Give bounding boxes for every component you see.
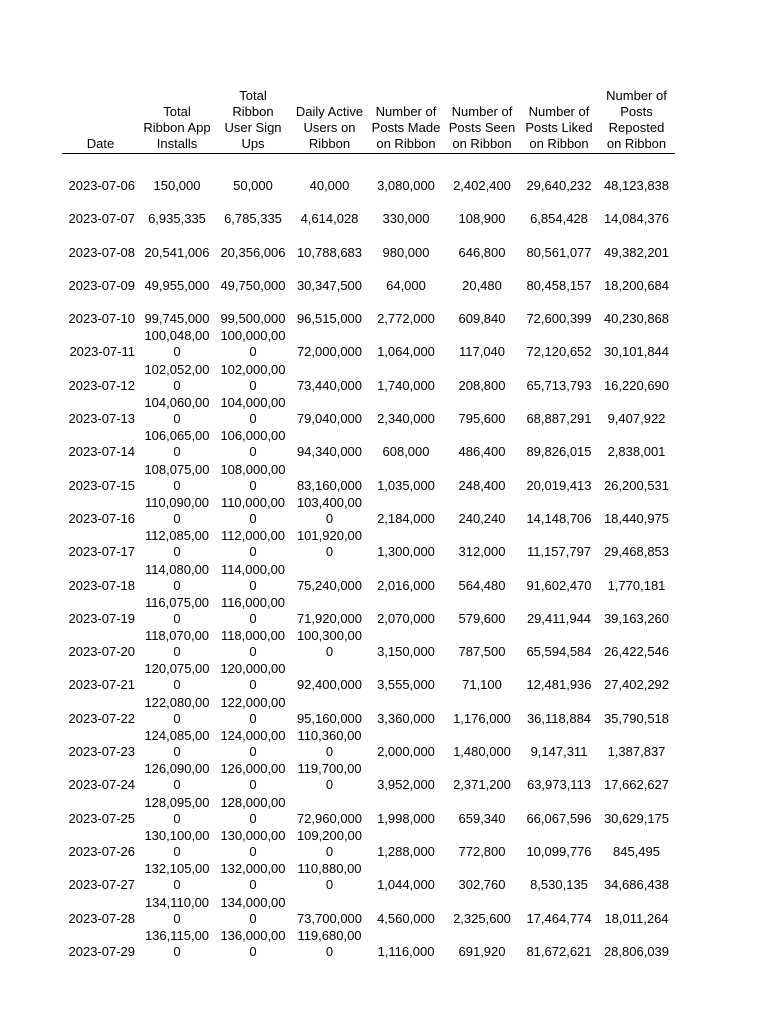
posts-liked-cell: 66,067,596 bbox=[526, 810, 592, 826]
dau-cell: 95,160,000 bbox=[296, 710, 363, 726]
posts-seen-cell: 646,800 bbox=[458, 244, 506, 260]
signups-cell: 126,000,00 0 bbox=[220, 761, 286, 793]
dau-cell: 40,000 bbox=[309, 178, 350, 193]
date-cell: 2023-07-24 bbox=[68, 777, 135, 793]
date-cell: 2023-07-20 bbox=[68, 644, 135, 660]
table-row bbox=[62, 194, 675, 227]
signups-cell: 110,000,00 0 bbox=[220, 494, 286, 526]
dau-cell: 83,160,000 bbox=[296, 477, 363, 493]
posts-reposted-cell: 49,382,201 bbox=[603, 244, 670, 260]
signups-cell: 122,000,00 0 bbox=[220, 694, 286, 726]
posts-seen-cell: 20,480 bbox=[462, 277, 502, 293]
posts-made-cell: 1,044,000 bbox=[377, 877, 435, 893]
posts-made-cell: 1,998,000 bbox=[377, 810, 435, 826]
signups-cell: 116,000,00 0 bbox=[220, 594, 286, 626]
installs-cell: 122,080,00 0 bbox=[144, 694, 210, 726]
posts-seen-cell: 787,500 bbox=[458, 644, 506, 660]
installs-cell: 118,070,00 0 bbox=[144, 628, 210, 660]
date-cell: 2023-07-18 bbox=[68, 577, 135, 593]
posts-liked-cell: 65,594,584 bbox=[526, 644, 592, 660]
posts-made-cell: 3,360,000 bbox=[377, 710, 435, 726]
posts-liked-cell: 89,826,015 bbox=[526, 444, 592, 460]
table-row bbox=[62, 760, 675, 793]
posts-reposted-cell: 40,230,868 bbox=[603, 311, 670, 327]
posts-liked-cell: 72,600,399 bbox=[526, 311, 592, 327]
signups-cell: 124,000,00 0 bbox=[220, 728, 286, 760]
signups-cell: 120,000,00 0 bbox=[220, 661, 286, 693]
installs-cell: 120,075,00 0 bbox=[144, 661, 210, 693]
dau-cell: 4,614,028 bbox=[300, 211, 359, 227]
posts-made-cell: 2,340,000 bbox=[377, 411, 435, 427]
posts-reposted-cell: 39,163,260 bbox=[603, 610, 670, 626]
header-posts-reposted: Number of Posts Reposted on Ribbon bbox=[598, 86, 675, 154]
posts-liked-cell: 29,411,944 bbox=[526, 610, 592, 626]
header-total-signups: Total Ribbon User Sign Ups bbox=[215, 86, 291, 154]
table-row bbox=[62, 893, 675, 926]
posts-reposted-cell: 34,686,438 bbox=[603, 877, 670, 893]
date-cell: 2023-07-22 bbox=[68, 710, 135, 726]
table-row bbox=[62, 527, 675, 560]
posts-made-cell: 4,560,000 bbox=[377, 910, 435, 926]
dau-cell: 101,920,00 0 bbox=[296, 528, 363, 560]
installs-cell: 150,000 bbox=[153, 178, 201, 193]
table-row bbox=[62, 927, 675, 960]
table-row bbox=[62, 154, 675, 195]
posts-seen-cell: 2,402,400 bbox=[453, 178, 511, 193]
date-cell: 2023-07-11 bbox=[69, 344, 135, 360]
posts-reposted-cell: 26,422,546 bbox=[603, 644, 670, 660]
dau-cell: 110,880,00 0 bbox=[297, 861, 362, 893]
table-body bbox=[62, 154, 675, 960]
table-row bbox=[62, 560, 675, 593]
posts-liked-cell: 80,458,157 bbox=[526, 277, 592, 293]
posts-reposted-cell: 30,101,844 bbox=[603, 344, 670, 360]
posts-seen-cell: 659,340 bbox=[458, 810, 506, 826]
signups-cell: 50,000 bbox=[233, 178, 273, 193]
posts-reposted-cell: 27,402,292 bbox=[603, 677, 670, 693]
posts-reposted-cell: 18,440,975 bbox=[603, 510, 670, 526]
posts-seen-cell: 2,325,600 bbox=[453, 910, 511, 926]
date-cell: 2023-07-29 bbox=[68, 943, 135, 959]
posts-seen-cell: 240,240 bbox=[458, 510, 506, 526]
installs-cell: 49,955,000 bbox=[144, 277, 210, 293]
posts-liked-cell: 17,464,774 bbox=[526, 910, 592, 926]
signups-cell: 49,750,000 bbox=[220, 277, 286, 293]
date-cell: 2023-07-10 bbox=[68, 311, 135, 327]
dau-cell: 30,347,500 bbox=[296, 277, 363, 293]
posts-made-cell: 330,000 bbox=[382, 211, 430, 227]
dau-cell: 75,240,000 bbox=[296, 577, 363, 593]
posts-liked-cell: 6,854,428 bbox=[530, 211, 588, 227]
posts-made-cell: 1,740,000 bbox=[377, 377, 435, 393]
table-row bbox=[62, 693, 675, 726]
signups-cell: 99,500,000 bbox=[220, 311, 286, 327]
posts-reposted-cell: 16,220,690 bbox=[603, 377, 670, 393]
installs-cell: 126,090,00 0 bbox=[144, 761, 210, 793]
posts-made-cell: 1,116,000 bbox=[377, 943, 435, 959]
table-header-row bbox=[62, 86, 675, 154]
date-cell: 2023-07-16 bbox=[68, 510, 135, 526]
table-row bbox=[62, 827, 675, 860]
signups-cell: 128,000,00 0 bbox=[220, 794, 286, 826]
posts-seen-cell: 691,920 bbox=[458, 943, 506, 959]
date-cell: 2023-07-17 bbox=[68, 544, 135, 560]
posts-reposted-cell: 26,200,531 bbox=[603, 477, 670, 493]
installs-cell: 130,100,00 0 bbox=[144, 827, 210, 859]
posts-made-cell: 3,150,000 bbox=[377, 644, 435, 660]
date-cell: 2023-07-19 bbox=[68, 610, 135, 626]
date-cell: 2023-07-12 bbox=[68, 377, 135, 393]
installs-cell: 102,052,00 0 bbox=[144, 361, 210, 393]
posts-reposted-cell: 18,200,684 bbox=[603, 277, 670, 293]
posts-reposted-cell: 1,387,837 bbox=[607, 744, 666, 760]
signups-cell: 104,000,00 0 bbox=[220, 395, 286, 427]
posts-made-cell: 1,064,000 bbox=[377, 344, 435, 360]
dau-cell: 92,400,000 bbox=[296, 677, 363, 693]
header-posts-made: Number of Posts Made on Ribbon bbox=[368, 86, 444, 154]
date-cell: 2023-07-26 bbox=[68, 843, 135, 859]
posts-liked-cell: 9,147,311 bbox=[530, 744, 588, 760]
posts-reposted-cell: 1,770,181 bbox=[607, 577, 666, 593]
posts-seen-cell: 564,480 bbox=[458, 577, 506, 593]
posts-reposted-cell: 18,011,264 bbox=[604, 910, 669, 926]
posts-seen-cell: 772,800 bbox=[458, 843, 506, 859]
posts-made-cell: 3,080,000 bbox=[377, 178, 435, 193]
date-cell: 2023-07-23 bbox=[68, 744, 135, 760]
posts-liked-cell: 20,019,413 bbox=[526, 477, 592, 493]
posts-liked-cell: 12,481,936 bbox=[526, 677, 592, 693]
installs-cell: 108,075,00 0 bbox=[144, 461, 210, 493]
signups-cell: 20,356,006 bbox=[220, 244, 286, 260]
posts-seen-cell: 248,400 bbox=[458, 477, 506, 493]
dau-cell: 94,340,000 bbox=[296, 444, 363, 460]
signups-cell: 118,000,00 0 bbox=[220, 628, 286, 660]
date-cell: 2023-07-25 bbox=[68, 810, 135, 826]
installs-cell: 124,085,00 0 bbox=[144, 728, 210, 760]
signups-cell: 6,785,335 bbox=[224, 211, 282, 227]
posts-seen-cell: 302,760 bbox=[458, 877, 506, 893]
posts-liked-cell: 8,530,135 bbox=[530, 877, 588, 893]
posts-reposted-cell: 14,084,376 bbox=[603, 211, 670, 227]
header-date: Date bbox=[62, 86, 139, 154]
posts-reposted-cell: 2,838,001 bbox=[607, 444, 666, 460]
date-cell: 2023-07-08 bbox=[68, 244, 135, 260]
posts-seen-cell: 1,176,000 bbox=[453, 710, 511, 726]
dau-cell: 103,400,00 0 bbox=[296, 494, 363, 526]
posts-liked-cell: 68,887,291 bbox=[526, 411, 592, 427]
posts-seen-cell: 2,371,200 bbox=[453, 777, 511, 793]
signups-cell: 102,000,00 0 bbox=[220, 361, 286, 393]
table-row bbox=[62, 394, 675, 427]
posts-made-cell: 3,952,000 bbox=[377, 777, 435, 793]
posts-made-cell: 3,555,000 bbox=[377, 677, 435, 693]
date-cell: 2023-07-15 bbox=[68, 477, 135, 493]
posts-made-cell: 1,288,000 bbox=[377, 843, 435, 859]
posts-seen-cell: 486,400 bbox=[458, 444, 506, 460]
posts-made-cell: 2,070,000 bbox=[377, 610, 435, 626]
installs-cell: 136,115,00 0 bbox=[144, 927, 210, 959]
installs-cell: 106,065,00 0 bbox=[144, 428, 210, 460]
date-cell: 2023-07-13 bbox=[68, 411, 135, 427]
table-row bbox=[62, 294, 675, 327]
dau-cell: 110,360,00 0 bbox=[297, 728, 362, 760]
table-row bbox=[62, 793, 675, 826]
installs-cell: 112,085,00 0 bbox=[144, 528, 210, 560]
header-posts-liked: Number of Posts Liked on Ribbon bbox=[520, 86, 598, 154]
table-row bbox=[62, 594, 675, 627]
dau-cell: 72,000,000 bbox=[296, 344, 363, 360]
date-cell: 2023-07-27 bbox=[68, 877, 135, 893]
dau-cell: 73,700,000 bbox=[296, 910, 363, 926]
spreadsheet-page bbox=[62, 86, 675, 960]
dau-cell: 96,515,000 bbox=[296, 311, 363, 327]
table-row bbox=[62, 427, 675, 460]
posts-seen-cell: 795,600 bbox=[458, 411, 506, 427]
installs-cell: 104,060,00 0 bbox=[144, 395, 210, 427]
posts-seen-cell: 208,800 bbox=[458, 377, 506, 393]
posts-liked-cell: 81,672,621 bbox=[526, 943, 592, 959]
posts-reposted-cell: 30,629,175 bbox=[603, 810, 670, 826]
date-cell: 2023-07-09 bbox=[68, 277, 135, 293]
table-row bbox=[62, 727, 675, 760]
signups-cell: 108,000,00 0 bbox=[220, 461, 286, 493]
date-cell: 2023-07-07 bbox=[68, 211, 135, 227]
posts-made-cell: 2,000,000 bbox=[377, 744, 435, 760]
signups-cell: 106,000,00 0 bbox=[220, 428, 286, 460]
posts-reposted-cell: 35,790,518 bbox=[603, 710, 670, 726]
installs-cell: 100,048,00 0 bbox=[144, 328, 210, 360]
table-row bbox=[62, 660, 675, 693]
table-row bbox=[62, 327, 675, 360]
table-row bbox=[62, 627, 675, 660]
posts-made-cell: 608,000 bbox=[382, 444, 430, 460]
installs-cell: 6,935,335 bbox=[148, 211, 206, 227]
signups-cell: 134,000,00 0 bbox=[220, 894, 286, 926]
signups-cell: 100,000,00 0 bbox=[220, 328, 286, 360]
posts-reposted-cell: 28,806,039 bbox=[603, 943, 670, 959]
dau-cell: 10,788,683 bbox=[296, 244, 363, 260]
posts-liked-cell: 72,120,652 bbox=[526, 344, 592, 360]
date-cell: 2023-07-21 bbox=[68, 677, 135, 693]
posts-made-cell: 2,184,000 bbox=[377, 510, 435, 526]
installs-cell: 134,110,00 0 bbox=[144, 894, 210, 926]
signups-cell: 130,000,00 0 bbox=[220, 827, 286, 859]
dau-cell: 73,440,000 bbox=[296, 377, 363, 393]
header-total-installs: Total Ribbon App Installs bbox=[139, 86, 215, 154]
posts-liked-cell: 63,973,113 bbox=[526, 777, 592, 793]
ribbon-metrics-table bbox=[62, 86, 675, 960]
posts-reposted-cell: 29,468,853 bbox=[603, 544, 670, 560]
installs-cell: 132,105,00 0 bbox=[144, 861, 210, 893]
posts-liked-cell: 11,157,797 bbox=[526, 544, 592, 560]
posts-reposted-cell: 17,662,627 bbox=[603, 777, 670, 793]
installs-cell: 114,080,00 0 bbox=[144, 561, 210, 593]
installs-cell: 99,745,000 bbox=[144, 311, 210, 327]
posts-liked-cell: 91,602,470 bbox=[526, 577, 592, 593]
date-cell: 2023-07-06 bbox=[68, 178, 135, 193]
posts-liked-cell: 65,713,793 bbox=[526, 377, 592, 393]
table-row bbox=[62, 494, 675, 527]
posts-seen-cell: 579,600 bbox=[458, 610, 506, 626]
dau-cell: 72,960,000 bbox=[296, 810, 363, 826]
date-cell: 2023-07-14 bbox=[68, 444, 135, 460]
table-row bbox=[62, 860, 675, 893]
installs-cell: 128,095,00 0 bbox=[144, 794, 210, 826]
installs-cell: 116,075,00 0 bbox=[144, 594, 210, 626]
table-row bbox=[62, 261, 675, 294]
header-posts-seen: Number of Posts Seen on Ribbon bbox=[444, 86, 520, 154]
posts-made-cell: 64,000 bbox=[386, 277, 426, 293]
posts-made-cell: 1,300,000 bbox=[377, 544, 435, 560]
dau-cell: 119,680,00 0 bbox=[297, 927, 362, 959]
posts-seen-cell: 71,100 bbox=[462, 677, 502, 693]
posts-liked-cell: 80,561,077 bbox=[526, 244, 592, 260]
posts-made-cell: 2,016,000 bbox=[377, 577, 435, 593]
signups-cell: 114,000,00 0 bbox=[220, 561, 286, 593]
posts-made-cell: 980,000 bbox=[382, 244, 430, 260]
posts-liked-cell: 29,640,232 bbox=[526, 178, 592, 193]
posts-reposted-cell: 48,123,838 bbox=[603, 178, 670, 193]
posts-seen-cell: 108,900 bbox=[458, 211, 506, 227]
signups-cell: 132,000,00 0 bbox=[220, 861, 286, 893]
dau-cell: 119,700,00 0 bbox=[297, 761, 362, 793]
posts-liked-cell: 36,118,884 bbox=[526, 710, 592, 726]
installs-cell: 20,541,006 bbox=[144, 244, 210, 260]
dau-cell: 79,040,000 bbox=[296, 411, 363, 427]
dau-cell: 100,300,00 0 bbox=[296, 628, 363, 660]
posts-liked-cell: 14,148,706 bbox=[526, 510, 592, 526]
posts-liked-cell: 10,099,776 bbox=[526, 843, 592, 859]
installs-cell: 110,090,00 0 bbox=[144, 494, 210, 526]
header-daily-active-users: Daily Active Users on Ribbon bbox=[291, 86, 368, 154]
signups-cell: 112,000,00 0 bbox=[220, 528, 286, 560]
dau-cell: 109,200,00 0 bbox=[296, 827, 363, 859]
posts-reposted-cell: 845,495 bbox=[613, 843, 660, 859]
posts-made-cell: 2,772,000 bbox=[377, 311, 435, 327]
posts-seen-cell: 312,000 bbox=[458, 544, 506, 560]
posts-reposted-cell: 9,407,922 bbox=[607, 411, 666, 427]
table-row bbox=[62, 460, 675, 493]
dau-cell: 71,920,000 bbox=[296, 610, 363, 626]
posts-made-cell: 1,035,000 bbox=[377, 477, 435, 493]
posts-seen-cell: 117,040 bbox=[458, 344, 506, 360]
signups-cell: 136,000,00 0 bbox=[220, 927, 286, 959]
table-row bbox=[62, 360, 675, 393]
date-cell: 2023-07-28 bbox=[68, 910, 135, 926]
table-row bbox=[62, 227, 675, 260]
posts-seen-cell: 609,840 bbox=[458, 311, 506, 327]
posts-seen-cell: 1,480,000 bbox=[453, 744, 511, 760]
